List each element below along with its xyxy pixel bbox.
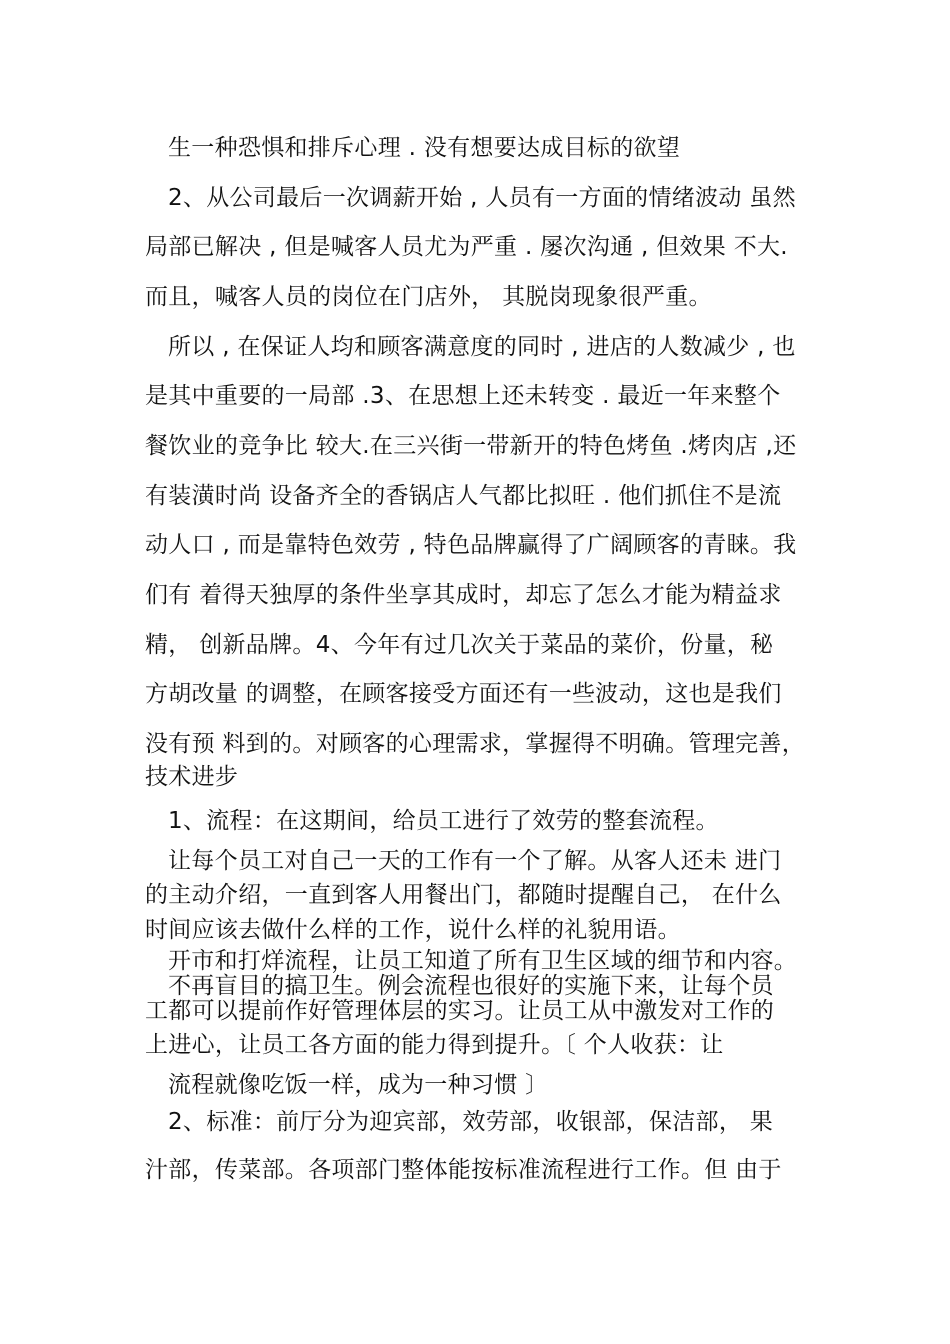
text-line: 动人口 , 而是靠特色效劳 , 特色品牌赢得了广阔顾客的青睐。我 xyxy=(145,532,797,558)
text-line: 所以 , 在保证人均和顾客满意度的同时 , 进店的人数减少 , 也 xyxy=(168,334,796,360)
text-line: 餐饮业的竞争比 较大.在三兴街一带新开的特色烤鱼 .烤肉店 ,还 xyxy=(145,433,797,459)
text-line: 而且，喊客人员的岗位在门店外， 其脱岗现象很严重。 xyxy=(145,284,712,310)
text-line: 有装潢时尚 设备齐全的香锅店人气都比拟旺 . 他们抓住不是流 xyxy=(145,483,782,509)
text-line: 的主动介绍，一直到客人用餐出门，都随时提醒自己， 在什么 xyxy=(145,882,782,908)
text-line: 没有预 料到的。对顾客的心理需求，掌握得不明确。管理完善， xyxy=(145,731,806,757)
text-line: 让每个员工对自己一天的工作有一个了解。从客人还未 进门 xyxy=(168,848,782,874)
text-line: 2、从公司最后一次调薪开始 , 人员有一方面的情绪波动 虽然 xyxy=(168,185,796,211)
text-line: 局部已解决 , 但是喊客人员尤为严重 . 屡次沟通 , 但效果 不大. xyxy=(145,234,788,260)
text-line: 生一种恐惧和排斥心理 . 没有想要达成目标的欲望 xyxy=(168,135,681,161)
text-line: 1、流程：在这期间，给员工进行了效劳的整套流程。 xyxy=(168,808,719,834)
text-line: 开市和打烊流程，让员工知道了所有卫生区域的细节和内容。 xyxy=(168,948,798,974)
text-line: 时间应该去做什么样的工作，说什么样的礼貌用语。 xyxy=(145,917,681,943)
text-line: 技术进步 xyxy=(145,764,239,790)
text-line: 上进心，让员工各方面的能力得到提升。〔 个人收获：让 xyxy=(145,1032,724,1058)
text-line: 不再盲目的搞卫生。例会流程也很好的实施下来，让每个员 xyxy=(168,973,774,999)
text-line: 精， 创新品牌。4、今年有过几次关于菜品的菜价，份量，秘 xyxy=(145,632,774,658)
text-line: 汁部，传菜部。各项部门整体能按标准流程进行工作。但 由于 xyxy=(145,1157,782,1183)
text-line: 们有 着得天独厚的条件坐享其成时，却忘了怎么才能为精益求 xyxy=(145,582,782,608)
text-line: 方胡改量 的调整，在顾客接受方面还有一些波动，这也是我们 xyxy=(145,681,782,707)
text-line: 是其中重要的一局部 .3、在思想上还未转变 . 最近一年来整个 xyxy=(145,383,781,409)
text-line: 工都可以提前作好管理体层的实习。让员工从中激发对工作的 xyxy=(145,998,775,1024)
text-line: 流程就像吃饭一样，成为一种习惯 〕 xyxy=(168,1072,549,1098)
text-line: 2、标准：前厅分为迎宾部，效劳部，收银部，保洁部， 果 xyxy=(168,1109,774,1135)
